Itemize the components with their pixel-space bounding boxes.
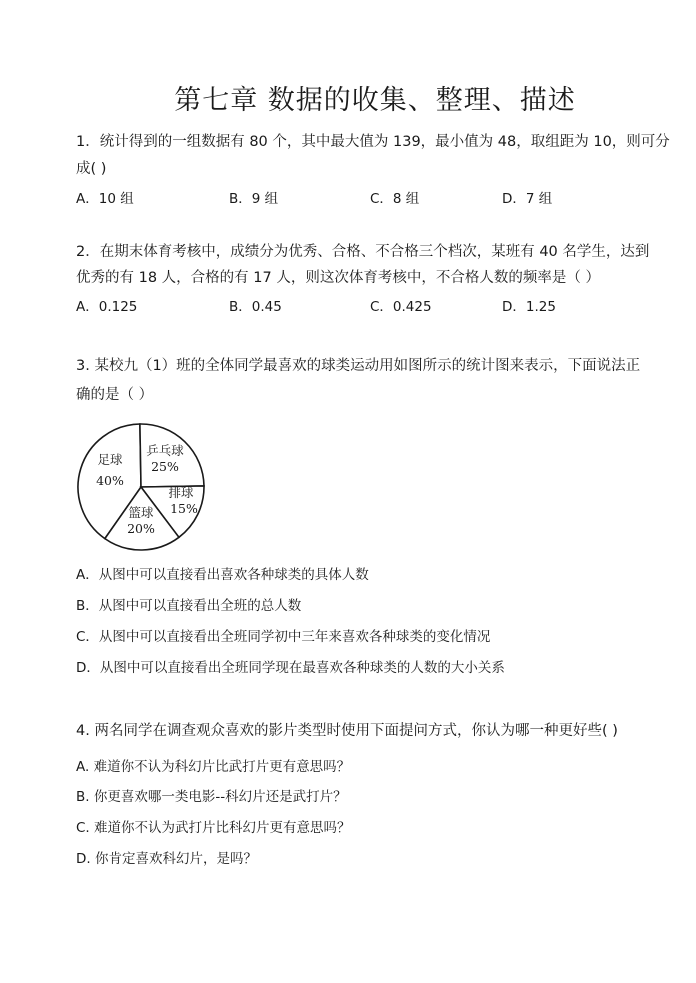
option-c[interactable]: C. 难道你不认为武打片比科幻片更有意思吗？ xyxy=(76,820,351,836)
question-2-line-2: 优秀的有 18 人，合格的有 17 人，则这次体育考核中，不合格人数的频率是（ ） xyxy=(76,270,600,286)
pie-slice-label: 篮球 xyxy=(128,505,154,520)
option-d[interactable]: D．7 组 xyxy=(502,191,553,207)
option-b[interactable]: B．从图中可以直接看出全班的总人数 xyxy=(76,598,302,614)
pie-slice-percent: 25% xyxy=(151,459,179,474)
option-c[interactable]: C．8 组 xyxy=(370,191,420,207)
option-b[interactable]: B. 你更喜欢哪一类电影--科幻片还是武打片？ xyxy=(76,789,347,805)
page-title: 第七章 数据的收集、整理、描述 xyxy=(174,85,576,116)
option-a[interactable]: A．10 组 xyxy=(76,191,134,207)
pie-slice-percent: 20% xyxy=(127,521,155,536)
option-b[interactable]: B．9 组 xyxy=(229,191,279,207)
option-c[interactable]: C．0.425 xyxy=(370,299,432,315)
question-1-line-2: 成( ) xyxy=(76,161,107,177)
question-4-text: 4. 两名同学在调查观众喜欢的影片类型时使用下面提问方式，你认为哪一种更好些 xyxy=(76,723,602,739)
pie-slice-label: 足球 xyxy=(97,452,123,467)
option-a[interactable]: A．0.125 xyxy=(76,299,138,315)
pie-chart xyxy=(70,422,220,562)
option-d[interactable]: D. 你肯定喜欢科幻片，是吗？ xyxy=(76,851,257,867)
option-d[interactable]: D．1.25 xyxy=(502,299,556,315)
question-3-line-2: 确的是（ ） xyxy=(76,387,154,403)
pie-slice-label: 排球 xyxy=(168,485,194,500)
option-a[interactable]: A. 难道你不认为科幻片比武打片更有意思吗？ xyxy=(76,759,351,775)
answer-bracket: ( ) xyxy=(601,723,618,739)
option-b[interactable]: B．0.45 xyxy=(229,299,282,315)
pie-slice-label: 乒乓球 xyxy=(146,443,184,458)
pie-slice-percent: 15% xyxy=(170,501,198,516)
question-4-line-1 xyxy=(76,721,618,741)
pie-slice-percent: 40% xyxy=(96,473,124,488)
option-d[interactable]: D．从图中可以直接看出全班同学现在最喜欢各种球类的人数的大小关系 xyxy=(76,660,505,676)
option-c[interactable]: C．从图中可以直接看出全班同学初中三年来喜欢各种球类的变化情况 xyxy=(76,629,491,645)
option-a[interactable]: A．从图中可以直接看出喜欢各种球类的具体人数 xyxy=(76,567,369,583)
question-3-line-1: 3. 某校九（1）班的全体同学最喜欢的球类运动用如图所示的统计图来表示，下面说法正 xyxy=(76,358,641,374)
question-2-line-1: 2．在期末体育考核中，成绩分为优秀、合格、不合格三个档次，某班有 40 名学生，达到 xyxy=(76,244,650,260)
question-1-line-1: 1．统计得到的一组数据有 80 个，其中最大值为 139，最小值为 48，取组距为 10，则可分 xyxy=(76,134,670,150)
